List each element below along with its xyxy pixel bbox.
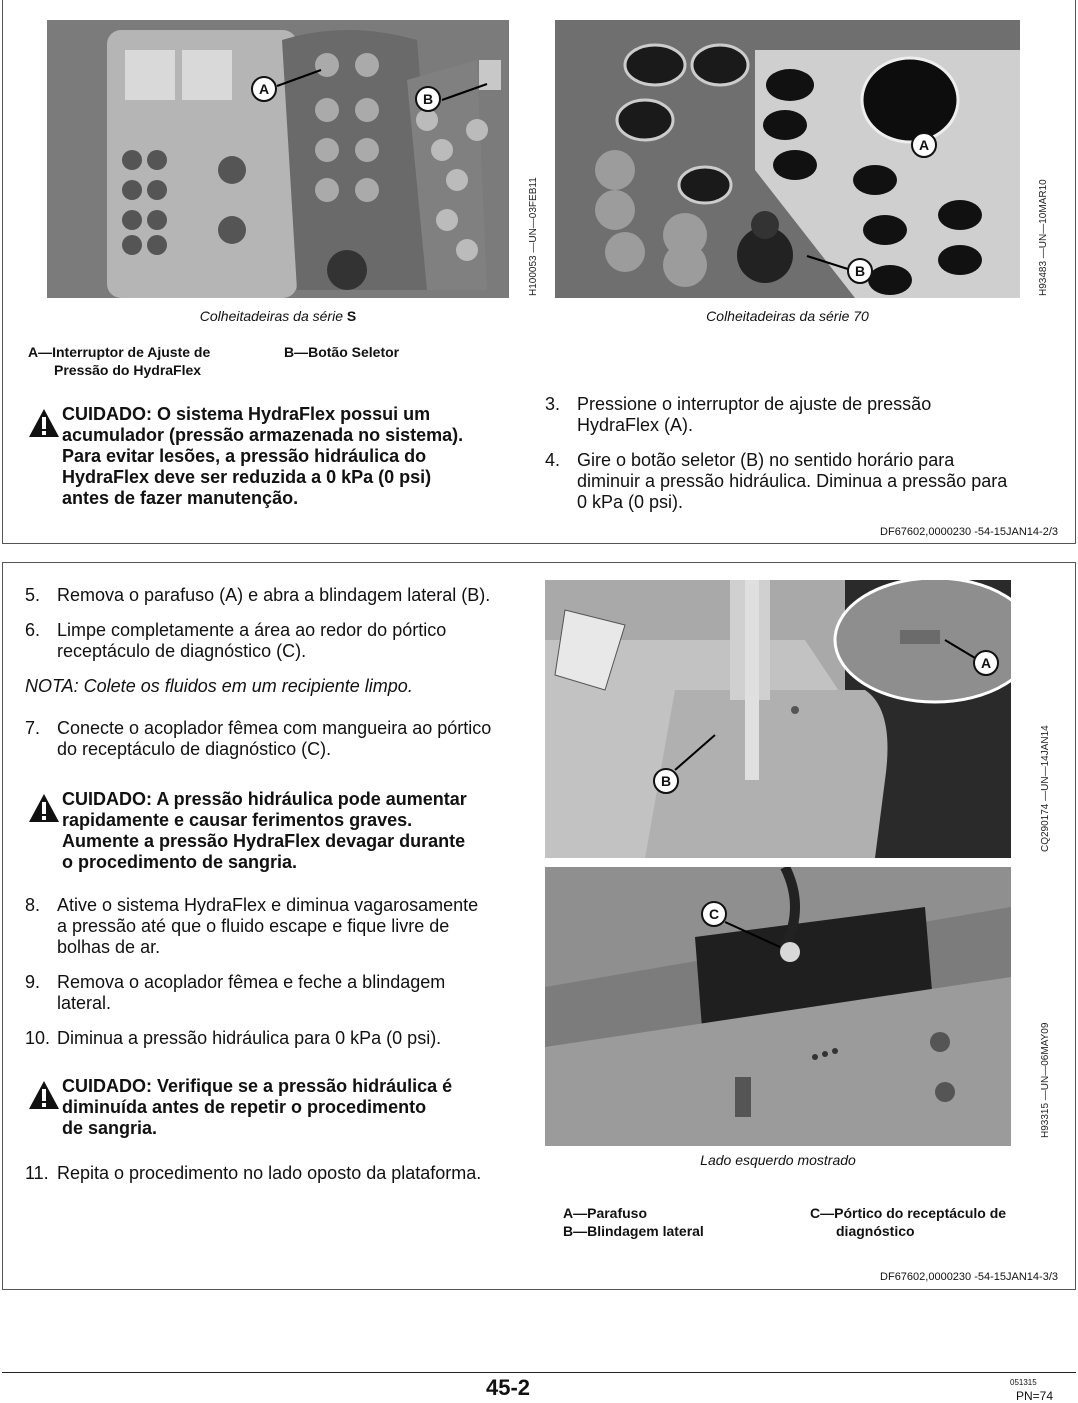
caption-s-series (47, 308, 509, 324)
reference-code: DF67602,0000230 -54-15JAN14-2/3 (880, 526, 1058, 538)
callout-b: B (847, 258, 873, 284)
footer-pn: PN=74 (1016, 1389, 1054, 1403)
caution-line: CUIDADO: Verifique se a pressão hidráulica é (62, 1076, 453, 1096)
step-line: Limpe completamente a área ao redor do pórtico (57, 620, 447, 640)
legend-b: B—Blindagem lateral (563, 1223, 704, 1239)
callout-a: A (973, 650, 999, 676)
caution-block-2 (28, 789, 528, 873)
figure-side-shield (545, 580, 1011, 858)
step-line: Repita o procedimento no lado oposto da plataforma. (57, 1163, 482, 1183)
caution-line: antes de fazer manutenção. (62, 488, 299, 508)
warning-triangle-icon (28, 1080, 60, 1110)
step-number: 5. (25, 585, 41, 605)
figure-code-top: CQ290174 —UN—14JAN14 (1040, 725, 1051, 852)
step-10 (25, 1028, 535, 1049)
caution-line: HydraFlex deve ser reduzida a 0 kPa (0 psi) (62, 467, 432, 487)
callout-a: A (251, 76, 277, 102)
legend-a-line2: Pressão do HydraFlex (54, 362, 202, 378)
step-5 (25, 585, 535, 606)
step-line: lateral. (57, 993, 112, 1013)
step-9 (25, 972, 535, 1014)
caution-line: Aumente a pressão HydraFlex devagar durante (62, 831, 466, 851)
caution-line: o procedimento de sangria. (62, 852, 298, 872)
note: NOTA: Colete os fluidos em um recipiente limpo. (25, 676, 413, 696)
figure-s-series-controls (47, 20, 509, 298)
caution-line: Para evitar lesões, a pressão hidráulica do (62, 446, 427, 466)
reference-code: DF67602,0000230 -54-15JAN14-3/3 (880, 1271, 1058, 1283)
callout-b: B (653, 768, 679, 794)
callout-c: C (701, 901, 727, 927)
step-number: 3. (545, 394, 561, 414)
step-number: 7. (25, 718, 41, 738)
caution-line: CUIDADO: O sistema HydraFlex possui um (62, 404, 431, 424)
figure-code-right: H93483 —UN—10MAR10 (1038, 179, 1049, 296)
step-number: 4. (545, 450, 561, 470)
caption-70-series: Colheitadeiras da série 70 (706, 308, 869, 324)
legend-a (28, 343, 210, 379)
page-number: 45-2 (486, 1375, 531, 1400)
caption-left-side: Lado esquerdo mostrado (700, 1152, 856, 1168)
step-4 (545, 450, 1065, 513)
step-line: Remova o parafuso (A) e abra a blindagem lateral (B). (57, 585, 491, 605)
caution-line: de sangria. (62, 1118, 158, 1138)
figure-code-left: H100053 —UN—03FEB11 (528, 177, 539, 296)
caution-line: rapidamente e causar ferimentos graves. (62, 810, 413, 830)
step-line: Pressione o interruptor de ajuste de pressão (577, 394, 932, 414)
legend-c (810, 1204, 1006, 1240)
callout-a: A (911, 132, 937, 158)
step-line: bolhas de ar. (57, 937, 161, 957)
caption-s-series-bold: S (346, 308, 357, 324)
step-line: 0 kPa (0 psi). (577, 492, 684, 512)
step-line: Conecte o acoplador fêmea com mangueira ao pórtico (57, 718, 492, 738)
warning-triangle-icon (28, 793, 60, 823)
figure-70-series-controls (555, 20, 1020, 298)
step-number: 6. (25, 620, 41, 640)
caution-line: acumulador (pressão armazenada no sistema). (62, 425, 464, 445)
step-line: diminuir a pressão hidráulica. Diminua a pressão para (577, 471, 1008, 491)
step-line: HydraFlex (A). (577, 415, 694, 435)
warning-triangle-icon (28, 408, 60, 438)
legend-b: B—Botão Seletor (284, 344, 400, 360)
step-number: 8. (25, 895, 41, 915)
legend-a-b (563, 1204, 704, 1240)
caution-block-3 (28, 1076, 528, 1139)
step-3 (545, 394, 1055, 436)
legend-a-line1: A—Interruptor de Ajuste de (28, 344, 211, 360)
figure-code-bottom: H93315 —UN—06MAY09 (1040, 1022, 1051, 1138)
step-11 (25, 1163, 535, 1184)
step-number: 9. (25, 972, 41, 992)
step-line: a pressão até que o fluido escape e fique livre de (57, 916, 450, 936)
footer-rule (2, 1372, 1076, 1373)
caption-s-series-prefix: Colheitadeiras da série (199, 308, 343, 324)
step-line: Remova o acoplador fêmea e feche a blindagem (57, 972, 446, 992)
step-number: 10. (25, 1028, 51, 1048)
caution-line: diminuída antes de repetir o procedimento (62, 1097, 427, 1117)
step-line: do receptáculo de diagnóstico (C). (57, 739, 332, 759)
caution-line: CUIDADO: A pressão hidráulica pode aumentar (62, 789, 467, 809)
caution-block-1 (28, 404, 528, 509)
step-7 (25, 718, 535, 760)
legend-a: A—Parafuso (563, 1205, 648, 1221)
step-6 (25, 620, 535, 662)
step-line: Ative o sistema HydraFlex e diminua vagarosamente (57, 895, 479, 915)
step-line: Gire o botão seletor (B) no sentido horário para (577, 450, 955, 470)
legend-c-line1: C—Pórtico do receptáculo de (810, 1205, 1007, 1221)
step-8 (25, 895, 535, 958)
figure-diagnostic-port (545, 867, 1011, 1146)
callout-b: B (415, 86, 441, 112)
step-line: receptáculo de diagnóstico (C). (57, 641, 307, 661)
legend-c-line2: diagnóstico (836, 1223, 915, 1239)
step-line: Diminua a pressão hidráulica para 0 kPa (0 psi). (57, 1028, 442, 1048)
footer-small-code: 051315 (1010, 1378, 1037, 1387)
step-number: 11. (25, 1163, 49, 1183)
